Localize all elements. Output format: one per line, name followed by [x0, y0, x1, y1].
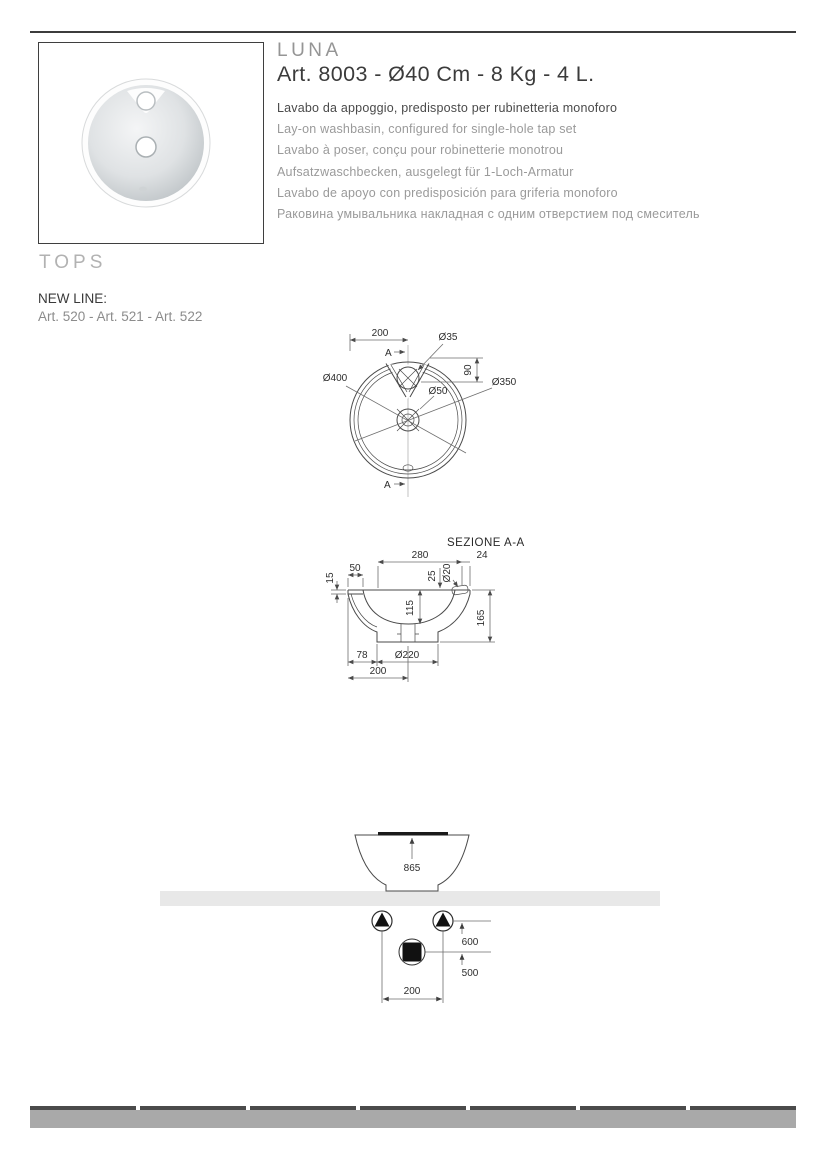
svg-text:78: 78	[356, 650, 368, 661]
top-rule	[30, 31, 796, 33]
svg-text:25: 25	[427, 570, 438, 582]
product-descriptions	[277, 98, 700, 225]
rim-highlight	[378, 832, 448, 836]
label-drain: Ø50	[428, 386, 448, 397]
dimension-15	[325, 572, 346, 603]
new-line-articles: Art. 520 - Art. 521 - Art. 522	[38, 309, 203, 324]
product-name: LUNA	[277, 40, 342, 61]
dimension-500	[462, 954, 479, 979]
svg-text:90: 90	[463, 364, 474, 376]
svg-text:115: 115	[405, 600, 416, 616]
section-marker-top	[385, 348, 405, 359]
dimension-865	[404, 838, 421, 874]
new-line-label: NEW LINE:	[38, 291, 108, 306]
svg-text:24: 24	[476, 550, 488, 561]
product-photo-box	[38, 42, 264, 244]
svg-text:15: 15	[325, 572, 336, 584]
dimension-600	[462, 923, 479, 948]
svg-text:200: 200	[371, 328, 389, 339]
top-view-drawing	[300, 325, 550, 505]
description-italian: Lavabo da appoggio, predisposto per rubinetteria monoforo	[277, 101, 618, 115]
section-title: SEZIONE A-A	[447, 537, 525, 549]
svg-text:165: 165	[476, 609, 487, 627]
description-spanish: Lavabo de apoyo con predisposición para griferia monoforo	[277, 185, 618, 200]
dimension-165	[440, 590, 495, 642]
svg-text:A: A	[385, 348, 392, 359]
installation-drawing	[150, 815, 670, 1010]
svg-text:600: 600	[461, 937, 479, 948]
water-supply-right	[433, 911, 453, 931]
svg-text:50: 50	[349, 563, 361, 574]
svg-text:500: 500	[461, 968, 479, 979]
footer-bar	[30, 1106, 796, 1128]
drain-outlet	[399, 939, 425, 965]
label-basin-diameter: Ø350	[491, 377, 517, 388]
install-reference-lines	[382, 921, 491, 1003]
description-russian: Раковина умывальника накладная с одним отверстием под смеситель	[277, 207, 700, 222]
svg-text:200: 200	[403, 986, 421, 997]
overflow-mark	[139, 187, 147, 192]
leader-lines	[346, 344, 492, 453]
svg-text:200: 200	[369, 666, 387, 677]
svg-text:280: 280	[411, 550, 429, 561]
tap-hole	[137, 92, 155, 110]
dimension-200-spacing	[383, 986, 442, 999]
dimension-115	[405, 590, 420, 624]
section-marker-bottom	[384, 480, 405, 491]
dimension-overflow	[442, 563, 458, 587]
svg-text:865: 865	[403, 863, 421, 874]
description-french: Lavabo à poser, conçu pour robinetterie monotrou	[277, 143, 564, 158]
label-tap-hole: Ø35	[438, 332, 458, 343]
dimension-25	[427, 568, 440, 588]
svg-text:Ø220: Ø220	[394, 650, 420, 661]
tops-section-title: TOPS	[39, 252, 107, 273]
dimension-200	[350, 328, 408, 351]
description-german: Aufsatzwaschbecken, ausgelegt für 1-Loch-Armatur	[277, 164, 574, 179]
product-spec: Art. 8003 - Ø40 Cm - 8 Kg - 4 L.	[277, 62, 595, 86]
water-supply-left	[372, 911, 392, 931]
section-view-drawing	[325, 530, 560, 695]
svg-text:A: A	[384, 480, 391, 491]
countertop	[160, 891, 660, 906]
description-english: Lay-on washbasin, configured for single-hole tap set	[277, 122, 577, 137]
dimension-24	[462, 550, 488, 586]
dimension-50	[348, 563, 363, 587]
footer-bar-body	[30, 1110, 796, 1129]
svg-text:Ø20: Ø20	[442, 563, 453, 583]
label-outer-diameter: Ø400	[322, 373, 348, 384]
dimension-78-220	[348, 598, 438, 666]
drain-hole	[136, 137, 156, 157]
washbasin-photo	[39, 43, 261, 240]
dimension-90	[421, 358, 483, 382]
